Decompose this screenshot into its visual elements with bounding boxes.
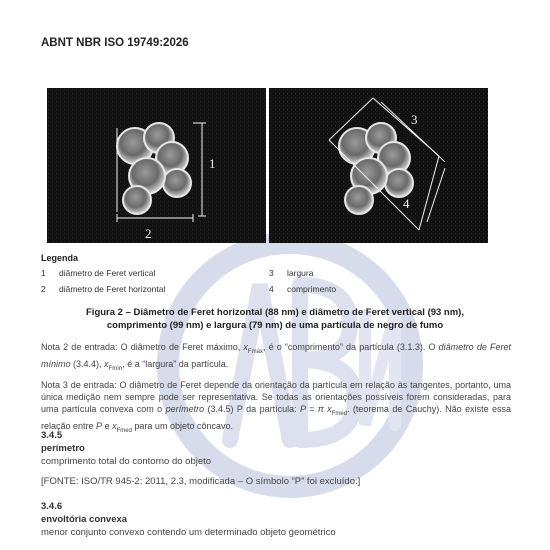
particle-image-feret [47,88,266,243]
dimension-label-3: 3 [411,112,418,127]
caption-line-2: comprimento (99 nm) e largura (79 nm) de uma partícula de negro de fumo [106,320,444,331]
section-source: [FONTE: ISO/TR 945-2: 2011, 2.3, modificada – O símbolo “P” foi excluído.] [41,476,361,487]
section-number: 3.4.6 [41,501,63,512]
particle-length-width-diagram [269,88,488,243]
caption-line-1: Figura 2 – Diâmetro de Feret horizontal (88 nm) e diâmetro de Feret vertical (93 nm), [86,307,464,318]
note-3: Nota 3 de entrada: O diâmetro de Feret depende da orientação da partícula em relação às tangentes, portanto, uma única medição nem sempre pode ser representativa. Se todas as orientações possíveis forem consideradas, para uma partícula convexa com o perímetro (3.4.5) P da partícula: P = π $x_{Fmed}$. (teorema de Cauchy). Não existe essa relação entre P e $x_{Fmed}$ para um objeto côncavo. [41,380,512,434]
section-definition: menor conjunto convexo contendo um determinado objeto geométrico [41,527,336,538]
dimension-label-1: 1 [209,156,216,171]
legend-item [41,268,155,278]
dimension-label-2: 2 [145,226,152,241]
particle-feret-diagram [47,88,266,243]
legend-number: 2 [41,284,46,294]
note-2: Nota 2 de entrada: O diâmetro de Feret máximo, $x_{Fmáx}$, é o “comprimento” da partícula (3.1.3). O diâmetro de Feret mínimo (3.4.4), $x_{Fmín}$, é a “largura” da partícula. [41,342,511,372]
legend-label: comprimento [287,284,337,294]
legend-number: 4 [269,284,274,294]
legend-item [269,268,313,278]
legend-item [41,284,165,294]
legend-item [269,284,336,294]
legend-label: largura [287,268,314,278]
legend-title: Legenda [41,253,79,263]
section-term: perímetro [41,443,85,454]
section-number: 3.4.5 [41,430,63,441]
section-definition: comprimento total do contorno do objeto [41,456,212,467]
legend-label: diâmetro de Feret vertical [59,268,156,278]
section-term: envoltória convexa [41,514,128,525]
dimension-label-4: 4 [403,196,410,211]
legend-number: 3 [269,268,274,278]
legend-number: 1 [41,268,46,278]
legend-label: diâmetro de Feret horizontal [59,284,166,294]
figure-caption [40,306,510,332]
particle-image-length-width [269,88,488,243]
standard-header: ABNT NBR ISO 19749:2026 [41,37,189,49]
